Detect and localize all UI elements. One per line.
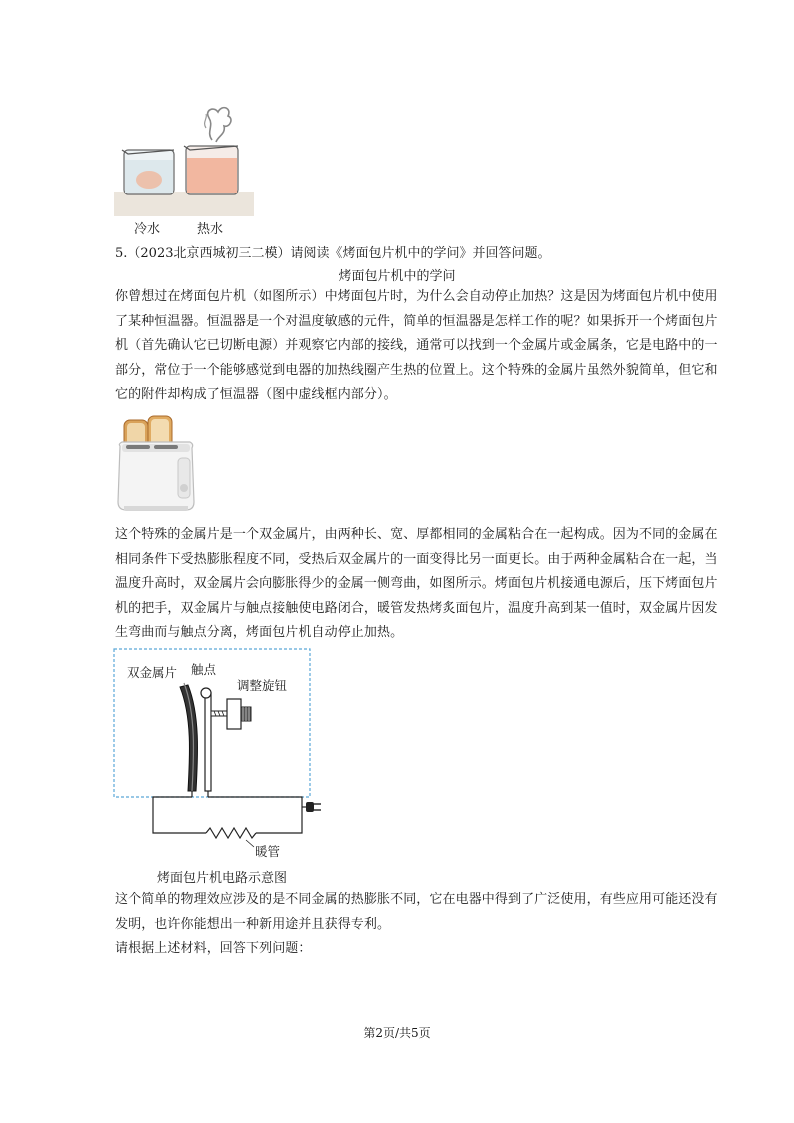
- paragraph-line: 请根据上述材料，回答下列问题：: [115, 941, 312, 956]
- paragraph-line: 它的附件却构成了恒温器（图中虚线框内部分）。: [115, 387, 397, 402]
- paragraph-line: 部分，常位于一个能够感觉到电器的加热线圈产生热的位置上。这个特殊的金属片虽然外貌简单，但它和: [115, 362, 718, 378]
- knob-label: 调整旋钮: [237, 678, 288, 693]
- paragraph-line: 生弯曲而与触点分离，烤面包片机自动停止加热。: [115, 625, 404, 640]
- question-number: 5.: [115, 246, 128, 261]
- paragraph-line: 这个简单的物理效应涉及的是不同金属的热膨胀不同，它在电器中得到了广泛使用，有些应用可能还没有: [115, 892, 718, 907]
- paragraph-line: 发明，也许你能想出一种新用途并且获得专利。: [115, 916, 391, 932]
- contact-label: 触点: [191, 662, 217, 677]
- question-source: （2023北京西城初三二模）: [127, 246, 291, 261]
- hot-water-label: 热水: [197, 222, 224, 237]
- question-prompt: 请阅读《烤面包片机中的学问》并回答问题。: [290, 246, 551, 261]
- paragraph-line: 机的把手，双金属片与触点接触使电路闭合，暖管发热烤炙面包片，温度升高到某一值时，双金属片因发: [115, 600, 718, 616]
- bimetal-label: 双金属片: [127, 665, 178, 680]
- toaster-figure: [114, 414, 198, 514]
- heater-label: 暖管: [255, 844, 281, 859]
- paragraph-1: [115, 285, 718, 408]
- paragraph-line: 机（首先确认它已切断电源）并观察它内部的接线，通常可以找到一个金属片或金属条，它是电路中的一: [115, 338, 718, 353]
- question-line: [115, 242, 551, 261]
- paragraph-line: 这个特殊的金属片是一个双金属片，由两种长、宽、厚都相同的金属粘合在一起构成。因为不同的金属在: [115, 527, 718, 542]
- diagram-caption: 烤面包片机电路示意图: [157, 871, 288, 886]
- paragraph-line: 你曾想过在烤面包片机（如图所示）中烤面包片时，为什么会自动停止加热？这是因为烤面包片机中使用: [115, 289, 718, 304]
- paragraph-3: [115, 888, 718, 962]
- cold-water-label: 冷水: [134, 222, 161, 237]
- paragraph-line: 了某种恒温器。恒温器是一个对温度敏感的元件，简单的恒温器是怎样工作的呢？如果拆开一个烤面包片: [115, 313, 718, 329]
- paragraph-2: [115, 523, 718, 646]
- beakers-illustration: [114, 100, 254, 218]
- beaker-figure: [114, 100, 254, 218]
- paragraph-line: 温度升高时，双金属片会向膨胀得少的金属一侧弯曲，如图所示。烤面包片机接通电源后，压下烤面包片: [115, 576, 718, 591]
- page-footer: 第2页/共5页: [363, 1026, 431, 1040]
- article-title: 烤面包片机中的学问: [338, 269, 456, 284]
- toaster-illustration: [114, 414, 198, 514]
- paragraph-line: 相同条件下受热膨胀程度不同，受热后双金属片的一面变得比另一面更长。由于两种金属粘合在一起，当: [115, 551, 718, 567]
